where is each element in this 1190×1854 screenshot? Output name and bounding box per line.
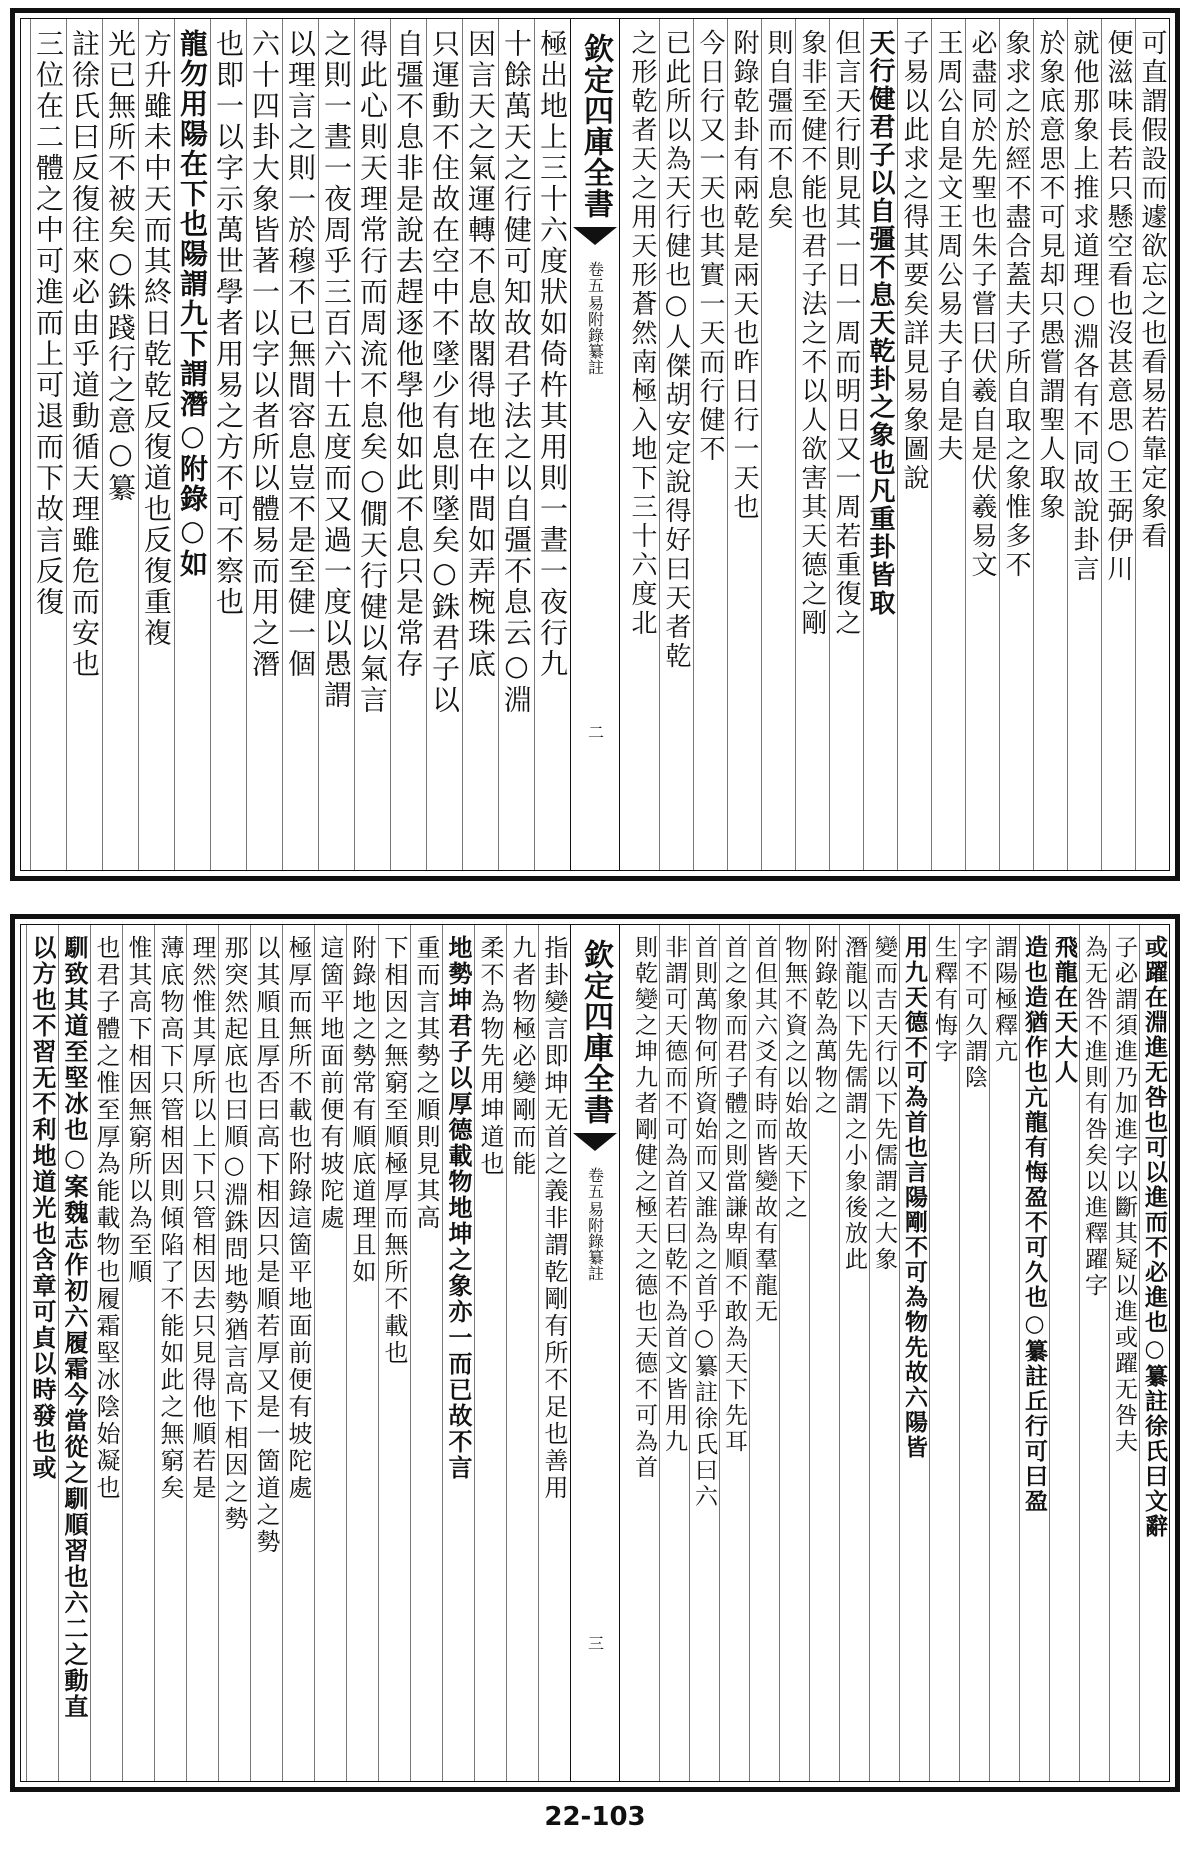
text-column: 只運動不住故在空中不墜少有息則墜矣○銖君子以: [426, 19, 462, 870]
text-column: 潛龍以下先儒謂之小象後放此: [839, 925, 869, 1781]
text-column: 但言天行則見其一日一周而明日又一周若重復之: [829, 19, 863, 870]
text-column: 子必謂須進乃加進字以斷其疑以進或躍无咎夫: [1109, 925, 1139, 1781]
text-column: 天行健君子以自彊不息天乾卦之象也凡重卦皆取: [863, 19, 897, 870]
text-column: 之形乾者天之用天形蒼然南極入地下三十六度北: [627, 29, 657, 638]
lower-right-half: [620, 925, 1169, 1781]
text-column: 以方也不習无不利地道光也含章可貞以時發也或: [26, 925, 58, 1781]
book-title-label: 易附錄纂註: [585, 1201, 605, 1281]
text-column: 附錄乾為萬物之: [809, 925, 839, 1781]
text-column: 象非至健不能也君子法之不以人欲害其天德之剛: [795, 19, 829, 870]
text-column: 極厚而無所不載也附錄這箇平地面前便有坡陀處: [282, 925, 314, 1781]
upper-right-half: [620, 19, 1169, 870]
text-column: 龍勿用陽在下也陽謂九下謂潛○附錄○如: [174, 19, 210, 870]
folio-number: 三: [585, 1635, 605, 1651]
text-column: 極出地上三十六度狀如倚杵其用則一晝一夜行九: [534, 19, 570, 870]
text-column: 自彊不息非是說去趕逐他學他如此不息只是常存: [390, 19, 426, 870]
text-column: 地勢坤君子以厚德載物地坤之象亦一而已故不言: [442, 925, 474, 1781]
text-column: 九者物極必變剛而能: [506, 925, 538, 1781]
text-column: 重而言其勢之順則見其高: [410, 925, 442, 1781]
text-column: 馴致其道至堅冰也○案魏志作初六履霜今當從之馴順習也六二之動直: [58, 925, 90, 1781]
text-column: 必盡同於先聖也朱子嘗曰伏羲自是伏羲易文: [965, 19, 999, 870]
volume-label: 卷五: [585, 1167, 605, 1199]
text-column: 光已無所不被矣○銖踐行之意○纂: [102, 19, 138, 870]
text-column: 因言天之氣運轉不息故閣得地在中間如弄椀珠底: [462, 19, 498, 870]
text-column: 指卦變言即坤无首之義非謂乾剛有所不足也善用: [538, 925, 570, 1781]
fold-title: 欽定四庫全書: [578, 939, 613, 1125]
text-column: 王周公自是文王周公易夫子自是夫: [931, 19, 965, 870]
text-column: 謂陽極釋亢: [989, 925, 1019, 1781]
fish-tail-mark-icon: [573, 1133, 617, 1151]
text-column: 物無不資之以始故天下之: [779, 925, 809, 1781]
fold-subtitle: [584, 1167, 607, 1281]
text-column: 以其順且厚否曰高下相因只是順若厚又是一箇道之勢: [250, 925, 282, 1781]
text-column: 造也造猶作也亢龍有悔盈不可久也○纂註丘行可曰盈: [1019, 925, 1049, 1781]
upper-text-frame: [20, 18, 1170, 871]
text-column: 那突然起底也曰順○淵銖問地勢猶言高下相因之勢: [218, 925, 250, 1781]
text-column: 方升雖未中天而其終日乾乾反復道也反復重複: [138, 19, 174, 870]
text-column: 用九天德不可為首也言陽剛不可為物先故六陽皆: [899, 925, 929, 1781]
book-title-label: 易附錄纂註: [585, 295, 605, 375]
text-column: 首但其六爻有時而皆變故有羣龍无: [749, 925, 779, 1781]
text-column: 子易以此求之得其要矣詳見易象圖說: [897, 19, 931, 870]
text-column: 理然惟其厚所以上下只管相因去只見得他順若是: [186, 925, 218, 1781]
lower-folio-page: [10, 914, 1180, 1792]
text-column: 已此所以為天行健也○人傑胡安定說得好曰天者乾: [659, 19, 693, 870]
text-column: 就他那象上推求道理○淵各有不同故說卦言: [1067, 19, 1101, 870]
fold-subtitle: [584, 261, 607, 375]
text-column: 首則萬物何所資始而又誰為之首乎○纂註徐氏曰六: [689, 925, 719, 1781]
text-column: 這箇平地面前便有坡陀處: [314, 925, 346, 1781]
folio-number: 二: [585, 724, 605, 740]
lower-fold-column: [570, 925, 620, 1781]
lower-text-frame: [20, 924, 1170, 1782]
text-column: 可直謂假設而遽欲忘之也看易若靠定象看: [1135, 19, 1169, 870]
fish-tail-mark-icon: [573, 227, 617, 245]
text-column: 惟其高下相因無窮所以為至順: [122, 925, 154, 1781]
text-column: 十餘萬天之行健可知故君子法之以自彊不息云○淵: [498, 19, 534, 870]
fold-title: 欽定四庫全書: [578, 33, 613, 219]
text-column: 則乾變之坤九者剛健之極天之德也天德不可為首: [631, 935, 657, 1481]
text-column: 首之象而君子體之則當謙卑順不敢為天下先耳: [719, 925, 749, 1781]
upper-folio-page: [10, 8, 1180, 881]
text-column: 或躍在淵進无咎也可以進而不必進也○纂註徐氏曰文辭: [1139, 925, 1169, 1781]
upper-fold-column: [570, 19, 620, 870]
text-column: 之則一晝一夜周乎三百六十五度而又過一度以愚謂: [318, 19, 354, 870]
volume-label: 卷五: [585, 261, 605, 293]
text-column: 薄底物高下只管相因則傾陷了不能如此之無窮矣: [154, 925, 186, 1781]
upper-left-half: [21, 19, 570, 870]
text-column: 則自彊而不息矣: [761, 19, 795, 870]
text-column: 以理言之則一於穆不已無間容息豈不是至健一個: [282, 19, 318, 870]
text-column: 六十四卦大象皆著一以字以者所以體易而用之潛: [246, 19, 282, 870]
lower-left-half: [21, 925, 570, 1781]
text-column: 註徐氏曰反復往來必由乎道動循天理雖危而安也: [66, 19, 102, 870]
text-column: 非謂可天德而不可為首若曰乾不為首文皆用九: [659, 925, 689, 1781]
text-column: 附錄地之勢常有順底道理且如: [346, 925, 378, 1781]
text-column: 下相因之無窮至順極厚而無所不載也: [378, 925, 410, 1781]
text-column: 也即一以字示萬世學者用易之方不可不察也: [210, 19, 246, 870]
page-number: 22-103: [544, 1802, 646, 1832]
text-column: 變而吉天行以下先儒謂之大象: [869, 925, 899, 1781]
text-column: 生釋有悔字: [929, 925, 959, 1781]
text-column: 今日行又一天也其實一天而行健不: [693, 19, 727, 870]
text-column: 字不可久謂陰: [959, 925, 989, 1781]
text-column: 也君子體之惟至厚為能載物也履霜堅冰陰始凝也: [90, 925, 122, 1781]
text-column: 象求之於經不盡合蓋夫子所自取之象惟多不: [999, 19, 1033, 870]
text-column: 為无咎不進則有咎矣以進釋躍字: [1079, 925, 1109, 1781]
text-column: 得此心則天理常行而周流不息矣○僩天行健以氣言: [354, 19, 390, 870]
text-column: 便滋味長若只懸空看也沒甚意思○王弼伊川: [1101, 19, 1135, 870]
text-column: 飛龍在天大人: [1049, 925, 1079, 1781]
text-column: 三位在二體之中可進而上可退而下故言反復: [30, 19, 66, 870]
text-column: 附錄乾卦有兩乾是兩天也昨日行一天也: [727, 19, 761, 870]
text-column: 於象底意思不可見却只愚嘗謂聖人取象: [1033, 19, 1067, 870]
text-column: 柔不為物先用坤道也: [474, 925, 506, 1781]
